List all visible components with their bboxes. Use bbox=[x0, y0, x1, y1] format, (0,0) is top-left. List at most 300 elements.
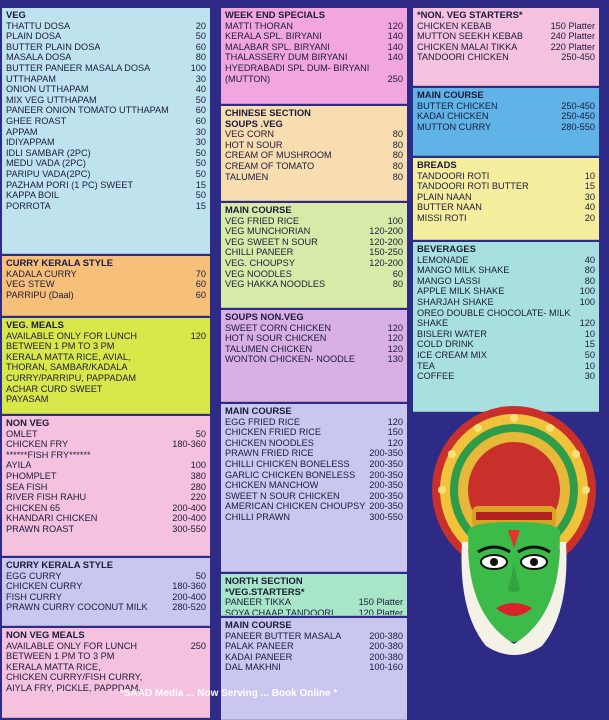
section-subtitle: SOUPS .VEG bbox=[225, 117, 283, 129]
menu-item bbox=[225, 597, 403, 608]
item-price: 120 Platter bbox=[358, 607, 403, 616]
item-name: BUTTER PANEER MASALA DOSA bbox=[6, 62, 151, 73]
meal-line bbox=[6, 662, 206, 673]
item-price: 120 bbox=[387, 333, 403, 344]
menu-item bbox=[6, 52, 206, 63]
item-name: PANEER TIKKA bbox=[225, 597, 292, 608]
menu-item bbox=[6, 148, 206, 159]
menu-item bbox=[225, 140, 403, 151]
menu-item bbox=[6, 503, 206, 514]
menu-item bbox=[417, 202, 595, 213]
menu-section-curry-kerala-2 bbox=[2, 558, 210, 626]
item-price: 200-380 bbox=[369, 651, 403, 662]
menu-section-soups-nonveg bbox=[221, 310, 407, 402]
item-price: 100 bbox=[579, 296, 595, 307]
item-name: PAZHAM PORI (1 PC) SWEET bbox=[6, 179, 133, 190]
item-price: 140 bbox=[387, 41, 403, 52]
section-title: MAIN COURSE bbox=[417, 89, 484, 100]
meal-description: BETWEEN 1 PM TO 3 PM bbox=[6, 651, 115, 662]
item-name: PLAIN DOSA bbox=[6, 31, 62, 42]
item-name: CHILLI CHICKEN BONELESS bbox=[225, 458, 350, 469]
menu-section-breads bbox=[413, 158, 599, 240]
meal-line bbox=[6, 373, 206, 384]
item-name: HYEDRABADI SPL DUM- BIRYANI (MUTTON) bbox=[225, 62, 370, 84]
item-price: 80 bbox=[392, 160, 403, 171]
item-name: KAPPA BOIL bbox=[6, 190, 59, 201]
item-price: 280-550 bbox=[561, 121, 595, 132]
item-name: OREO DOUBLE CHOCOLATE- MILK SHAKE bbox=[417, 307, 571, 329]
item-name: AMERICAN CHICKEN CHOUPSY bbox=[225, 501, 366, 512]
meal-description: KERALA MATTA RICE, bbox=[6, 661, 101, 672]
item-name: CHICKEN FRIED RICE bbox=[225, 427, 321, 438]
item-name: GHEE ROAST bbox=[6, 115, 67, 126]
menu-item bbox=[6, 450, 206, 461]
item-price: 180-360 bbox=[172, 439, 206, 450]
item-name: VEG NOODLES bbox=[225, 268, 292, 279]
menu-item bbox=[417, 308, 595, 329]
item-price: 15 bbox=[195, 200, 206, 211]
section-title: BEVERAGES bbox=[417, 243, 476, 254]
menu-item bbox=[417, 52, 595, 63]
menu-item bbox=[225, 480, 403, 491]
meal-line bbox=[6, 341, 206, 352]
item-price: 60 bbox=[195, 105, 206, 116]
item-name: TANDOORI ROTI BUTTER bbox=[417, 181, 529, 192]
item-price: 100-160 bbox=[369, 662, 403, 673]
item-name: RIVER FISH RAHU bbox=[6, 492, 87, 503]
section-title: SOUPS NON.VEG bbox=[225, 311, 304, 322]
item-price: 200-380 bbox=[369, 641, 403, 652]
item-price: 10 bbox=[584, 328, 595, 339]
menu-item bbox=[6, 105, 206, 116]
item-price: 200-350 bbox=[369, 501, 403, 512]
item-name: VEG SWEET N SOUR bbox=[225, 236, 318, 247]
menu-section-main-3 bbox=[413, 88, 599, 156]
menu-item bbox=[225, 258, 403, 269]
menu-item bbox=[6, 492, 206, 503]
section-title: *NON. VEG STARTERS* bbox=[417, 9, 523, 20]
menu-item bbox=[417, 350, 595, 361]
item-price: 250-450 bbox=[561, 111, 595, 122]
item-name: SOYA CHAAP TANDOORI bbox=[225, 607, 334, 616]
menu-item bbox=[225, 652, 403, 663]
item-name: CHICKEN FRY bbox=[6, 439, 69, 450]
item-name: UTTHAPAM bbox=[6, 73, 56, 84]
footer-text: *SAAD Media ... Now Serving ... Book Online * bbox=[120, 688, 338, 699]
item-price: 120 bbox=[387, 20, 403, 31]
meal-description: AIYLA FRY, PICKLE, PAPPDAM, bbox=[6, 682, 141, 693]
menu-item bbox=[225, 161, 403, 172]
item-price: 200-380 bbox=[369, 630, 403, 641]
menu-item bbox=[225, 438, 403, 449]
item-price: 15 bbox=[195, 179, 206, 190]
menu-item bbox=[6, 290, 206, 301]
menu-section-chinese bbox=[221, 106, 407, 201]
menu-item bbox=[225, 216, 403, 227]
menu-item bbox=[417, 21, 595, 32]
meal-line bbox=[6, 394, 206, 405]
menu-item bbox=[417, 329, 595, 340]
meal-line bbox=[6, 384, 206, 395]
item-name: EGG FRIED RICE bbox=[225, 416, 301, 427]
item-price: 150 Platter bbox=[358, 597, 403, 608]
menu-item bbox=[225, 63, 403, 84]
menu-item bbox=[225, 491, 403, 502]
menu-item bbox=[6, 116, 206, 127]
meal-line bbox=[6, 331, 206, 342]
item-price: 100 bbox=[190, 62, 206, 73]
item-name: PRAWN CURRY COCONUT MILK bbox=[6, 602, 148, 613]
item-price: 30 bbox=[584, 371, 595, 382]
item-price: 50 bbox=[584, 349, 595, 360]
item-name: VEG HAKKA NOODLES bbox=[225, 279, 326, 290]
item-price: 150-250 bbox=[369, 247, 403, 258]
item-price: 120-200 bbox=[369, 236, 403, 247]
item-name: PRAWN FRIED RICE bbox=[225, 448, 314, 459]
menu-item bbox=[417, 111, 595, 122]
menu-item bbox=[225, 279, 403, 290]
item-name: PHOMPLET bbox=[6, 470, 57, 481]
item-price: 200-400 bbox=[172, 591, 206, 602]
item-price: 120 bbox=[387, 416, 403, 427]
menu-section-non-veg bbox=[2, 416, 210, 556]
menu-section-north bbox=[221, 574, 407, 616]
menu-item bbox=[6, 31, 206, 42]
menu-item bbox=[6, 524, 206, 535]
item-name: MASALA DOSA bbox=[6, 52, 72, 63]
item-name: MUTTON CURRY bbox=[417, 121, 492, 132]
menu-item bbox=[6, 42, 206, 53]
item-name: VEG MUNCHORIAN bbox=[225, 226, 311, 237]
menu-item bbox=[225, 608, 403, 616]
menu-item bbox=[6, 279, 206, 290]
item-price: 120 bbox=[387, 437, 403, 448]
item-name: WONTON CHICKEN- NOODLE bbox=[225, 354, 355, 365]
menu-item bbox=[417, 339, 595, 350]
menu-item bbox=[225, 641, 403, 652]
menu-section-main-veg bbox=[221, 203, 407, 308]
section-title: WEEK END SPECIALS bbox=[225, 9, 326, 20]
item-price: 60 bbox=[195, 289, 206, 300]
meal-description: PAYASAM bbox=[6, 394, 49, 405]
menu-item bbox=[225, 150, 403, 161]
item-name: PORROTA bbox=[6, 200, 51, 211]
item-price: 30 bbox=[195, 73, 206, 84]
menu-item bbox=[6, 269, 206, 280]
item-price: 15 bbox=[584, 339, 595, 350]
item-price: 200-350 bbox=[369, 490, 403, 501]
item-price: 60 bbox=[195, 115, 206, 126]
item-price: 50 bbox=[195, 158, 206, 169]
item-name: CHICKEN NOODLES bbox=[225, 437, 314, 448]
item-price: 80 bbox=[584, 275, 595, 286]
item-price: 80 bbox=[392, 150, 403, 161]
item-name: VEG CORN bbox=[225, 129, 275, 140]
item-price: 50 bbox=[195, 570, 206, 581]
item-price: 20 bbox=[195, 20, 206, 31]
item-name: MUTTON SEEKH KEBAB bbox=[417, 31, 524, 42]
item-price: 100 bbox=[387, 215, 403, 226]
item-price: 280 bbox=[190, 481, 206, 492]
section-title: CURRY KERALA STYLE bbox=[6, 559, 113, 570]
item-name: COFFEE bbox=[417, 371, 455, 382]
section-title: MAIN COURSE bbox=[225, 204, 292, 215]
item-name: SEA FISH bbox=[6, 481, 48, 492]
item-name: KADAI PANEER bbox=[225, 651, 293, 662]
menu-item bbox=[225, 31, 403, 42]
item-price: 200-400 bbox=[172, 513, 206, 524]
menu-item bbox=[6, 429, 206, 440]
menu-item bbox=[6, 460, 206, 471]
item-name: BISLERI WATER bbox=[417, 328, 487, 339]
menu-item bbox=[225, 237, 403, 248]
item-price: 130 bbox=[387, 354, 403, 365]
meal-line bbox=[6, 641, 206, 652]
menu-item bbox=[225, 269, 403, 280]
menu-section-non-veg-meals bbox=[2, 628, 210, 718]
item-name: FISH CURRY bbox=[6, 591, 62, 602]
item-name: SWEET CORN CHICKEN bbox=[225, 322, 332, 333]
item-price: 200-350 bbox=[369, 469, 403, 480]
item-name: MIX VEG UTTHAPAM bbox=[6, 94, 97, 105]
item-price: 60 bbox=[392, 268, 403, 279]
item-name: APPLE MILK SHAKE bbox=[417, 286, 505, 297]
item-name: APPAM bbox=[6, 126, 38, 137]
item-price: 220 Platter bbox=[550, 41, 595, 52]
item-price: 80 bbox=[392, 279, 403, 290]
item-name: PANEER ONION TOMATO UTTHAPAM bbox=[6, 105, 169, 116]
menu-section-beverages bbox=[413, 242, 599, 412]
item-name: PARRIPU (Daal) bbox=[6, 289, 74, 300]
item-price: 150 bbox=[387, 427, 403, 438]
item-name: TEA bbox=[417, 360, 435, 371]
item-price: 100 bbox=[579, 286, 595, 297]
item-price: 50 bbox=[195, 94, 206, 105]
item-name: CHICKEN CURRY bbox=[6, 581, 83, 592]
item-name: PARIPU VADA(2PC) bbox=[6, 168, 91, 179]
item-name: EGG CURRY bbox=[6, 570, 62, 581]
section-title: VEG bbox=[6, 9, 26, 20]
item-name: MEDU VADA (2PC) bbox=[6, 158, 86, 169]
item-name: LEMONADE bbox=[417, 254, 469, 265]
menu-item bbox=[225, 247, 403, 258]
item-name: PRAWN ROAST bbox=[6, 523, 75, 534]
item-price: 15 bbox=[584, 181, 595, 192]
item-price: 300-550 bbox=[172, 523, 206, 534]
item-price: 80 bbox=[392, 171, 403, 182]
item-name: ICE CREAM MIX bbox=[417, 349, 487, 360]
meal-description: BETWEEN 1 PM TO 3 PM bbox=[6, 341, 115, 352]
item-name: ONION UTTHAPAM bbox=[6, 84, 89, 95]
item-name: VEG FRIED RICE bbox=[225, 215, 300, 226]
item-name: PALAK PANEER bbox=[225, 641, 294, 652]
menu-item bbox=[225, 448, 403, 459]
item-price: 30 bbox=[195, 137, 206, 148]
item-name: VEG STEW bbox=[6, 279, 55, 290]
section-title: NON VEG bbox=[6, 417, 50, 428]
item-price: 60 bbox=[195, 279, 206, 290]
item-name: MATTI THORAN bbox=[225, 20, 294, 31]
menu-section-nonveg-starters bbox=[413, 8, 599, 86]
item-name: BUTTER CHICKEN bbox=[417, 100, 498, 111]
menu-item bbox=[417, 42, 595, 53]
menu-item bbox=[225, 662, 403, 673]
meal-line bbox=[6, 672, 206, 683]
meal-description: THORAN, SAMBAR/KADALA bbox=[6, 362, 128, 373]
menu-item bbox=[6, 482, 206, 493]
menu-item bbox=[225, 631, 403, 642]
menu-item bbox=[225, 470, 403, 481]
meal-line bbox=[6, 352, 206, 363]
meal-description: AVAILABLE ONLY FOR LUNCH bbox=[6, 330, 138, 341]
menu-section-main-nonveg bbox=[221, 404, 407, 572]
menu-item bbox=[417, 101, 595, 112]
menu-item bbox=[417, 171, 595, 182]
section-title: VEG. MEALS bbox=[6, 319, 64, 330]
menu-item bbox=[6, 602, 206, 613]
item-price: 50 bbox=[195, 190, 206, 201]
menu-item bbox=[225, 354, 403, 365]
menu-item bbox=[225, 512, 403, 523]
item-name: KERALA SPL. BIRYANI bbox=[225, 31, 322, 42]
meal-description: CHICKEN CURRY/FISH CURRY, bbox=[6, 672, 143, 683]
meal-description: ACHAR CURD SWEET bbox=[6, 383, 103, 394]
menu-section-weekend bbox=[221, 8, 407, 104]
item-name: CREAM OF MUSHROOM bbox=[225, 150, 332, 161]
item-name: GARLIC CHICKEN BONELESS bbox=[225, 469, 356, 480]
menu-item bbox=[225, 52, 403, 63]
item-name: CHILLI PRAWN bbox=[225, 511, 291, 522]
item-name: SWEET N SOUR CHICKEN bbox=[225, 490, 340, 501]
menu-section-veg-meals bbox=[2, 318, 210, 414]
item-price: 40 bbox=[584, 202, 595, 213]
menu-item bbox=[417, 286, 595, 297]
item-price: 250-450 bbox=[561, 52, 595, 63]
menu-item bbox=[6, 21, 206, 32]
item-name: HOT N SOUR CHICKEN bbox=[225, 333, 327, 344]
item-price: 140 bbox=[387, 31, 403, 42]
menu-item bbox=[417, 255, 595, 266]
item-name: MALABAR SPL. BIRYANI bbox=[225, 41, 330, 52]
item-price: 40 bbox=[584, 254, 595, 265]
item-name: ******FISH FRY****** bbox=[6, 449, 91, 460]
item-price: 250 bbox=[190, 640, 206, 651]
menu-item bbox=[417, 122, 595, 133]
item-price: 180-360 bbox=[172, 581, 206, 592]
menu-item bbox=[225, 501, 403, 512]
item-price: 120-200 bbox=[369, 257, 403, 268]
menu-item bbox=[6, 169, 206, 180]
menu-item bbox=[225, 417, 403, 428]
menu-item bbox=[417, 371, 595, 382]
meal-description: KERALA MATTA RICE, AVIAL, bbox=[6, 351, 131, 362]
item-name: TANDOORI ROTI bbox=[417, 170, 490, 181]
item-name: AYILA bbox=[6, 460, 32, 471]
menu-item bbox=[417, 192, 595, 203]
item-name: CREAM OF TOMATO bbox=[225, 160, 315, 171]
item-name: CHICKEN KEBAB bbox=[417, 20, 492, 31]
menu-item bbox=[417, 31, 595, 42]
section-title: MAIN COURSE bbox=[225, 405, 292, 416]
menu-item bbox=[417, 181, 595, 192]
item-price: 250 bbox=[387, 73, 403, 84]
menu-item bbox=[417, 265, 595, 276]
item-name: PANEER BUTTER MASALA bbox=[225, 630, 342, 641]
meal-line bbox=[6, 362, 206, 373]
item-price: 220 bbox=[190, 492, 206, 503]
item-price bbox=[202, 450, 206, 461]
item-name: BUTTER NAAN bbox=[417, 202, 482, 213]
item-price: 80 bbox=[392, 139, 403, 150]
menu-item bbox=[6, 571, 206, 582]
kathakali-face-illustration bbox=[428, 402, 600, 664]
section-title: NORTH SECTION bbox=[225, 575, 303, 586]
item-name: DAL MAKHNI bbox=[225, 662, 281, 673]
menu-section-main-north bbox=[221, 618, 407, 720]
meal-description: CURRY/PARRIPU, PAPPADAM bbox=[6, 372, 137, 383]
menu-item bbox=[6, 95, 206, 106]
meal-line bbox=[6, 651, 206, 662]
menu-item bbox=[6, 201, 206, 212]
menu-item bbox=[6, 63, 206, 74]
menu-item bbox=[225, 172, 403, 183]
item-name: VEG. CHOUPSY bbox=[225, 257, 295, 268]
menu-item bbox=[6, 158, 206, 169]
item-price: 240 Platter bbox=[550, 31, 595, 42]
item-price: 10 bbox=[584, 170, 595, 181]
item-price: 80 bbox=[195, 52, 206, 63]
item-price: 120 bbox=[579, 318, 595, 329]
menu-item bbox=[225, 323, 403, 334]
item-price: 280-520 bbox=[172, 602, 206, 613]
item-price: 10 bbox=[584, 360, 595, 371]
item-price: 200-400 bbox=[172, 502, 206, 513]
menu-item bbox=[225, 344, 403, 355]
menu-item bbox=[225, 459, 403, 470]
item-price: 150 Platter bbox=[550, 20, 595, 31]
section-subtitle: *VEG.STARTERS* bbox=[225, 585, 305, 597]
item-price: 200-350 bbox=[369, 458, 403, 469]
menu-item bbox=[225, 21, 403, 32]
item-name: IDLI SAMBAR (2PC) bbox=[6, 147, 91, 158]
menu-item bbox=[225, 42, 403, 53]
section-title: NON VEG MEALS bbox=[6, 629, 85, 640]
menu-item bbox=[6, 180, 206, 191]
item-name: TANDOORI CHICKEN bbox=[417, 52, 509, 63]
item-price: 200-350 bbox=[369, 480, 403, 491]
menu-item bbox=[6, 592, 206, 603]
menu-item bbox=[225, 226, 403, 237]
item-price: 250-450 bbox=[561, 100, 595, 111]
section-title: CURRY KERALA STYLE bbox=[6, 257, 113, 268]
item-price: 80 bbox=[392, 129, 403, 140]
item-price: 50 bbox=[195, 31, 206, 42]
item-price: 50 bbox=[195, 147, 206, 158]
item-price: 50 bbox=[195, 428, 206, 439]
item-price: 50 bbox=[195, 168, 206, 179]
item-price: 300-550 bbox=[369, 511, 403, 522]
item-name: PLAIN NAAN bbox=[417, 191, 472, 202]
section-title: MAIN COURSE bbox=[225, 619, 292, 630]
item-price: 200-350 bbox=[369, 448, 403, 459]
menu-item bbox=[6, 471, 206, 482]
menu-section-curry-kerala bbox=[2, 256, 210, 316]
item-name: COLD DRINK bbox=[417, 339, 474, 350]
item-price: 80 bbox=[584, 265, 595, 276]
menu-item bbox=[6, 74, 206, 85]
menu-item bbox=[6, 190, 206, 201]
item-price: 40 bbox=[195, 84, 206, 95]
